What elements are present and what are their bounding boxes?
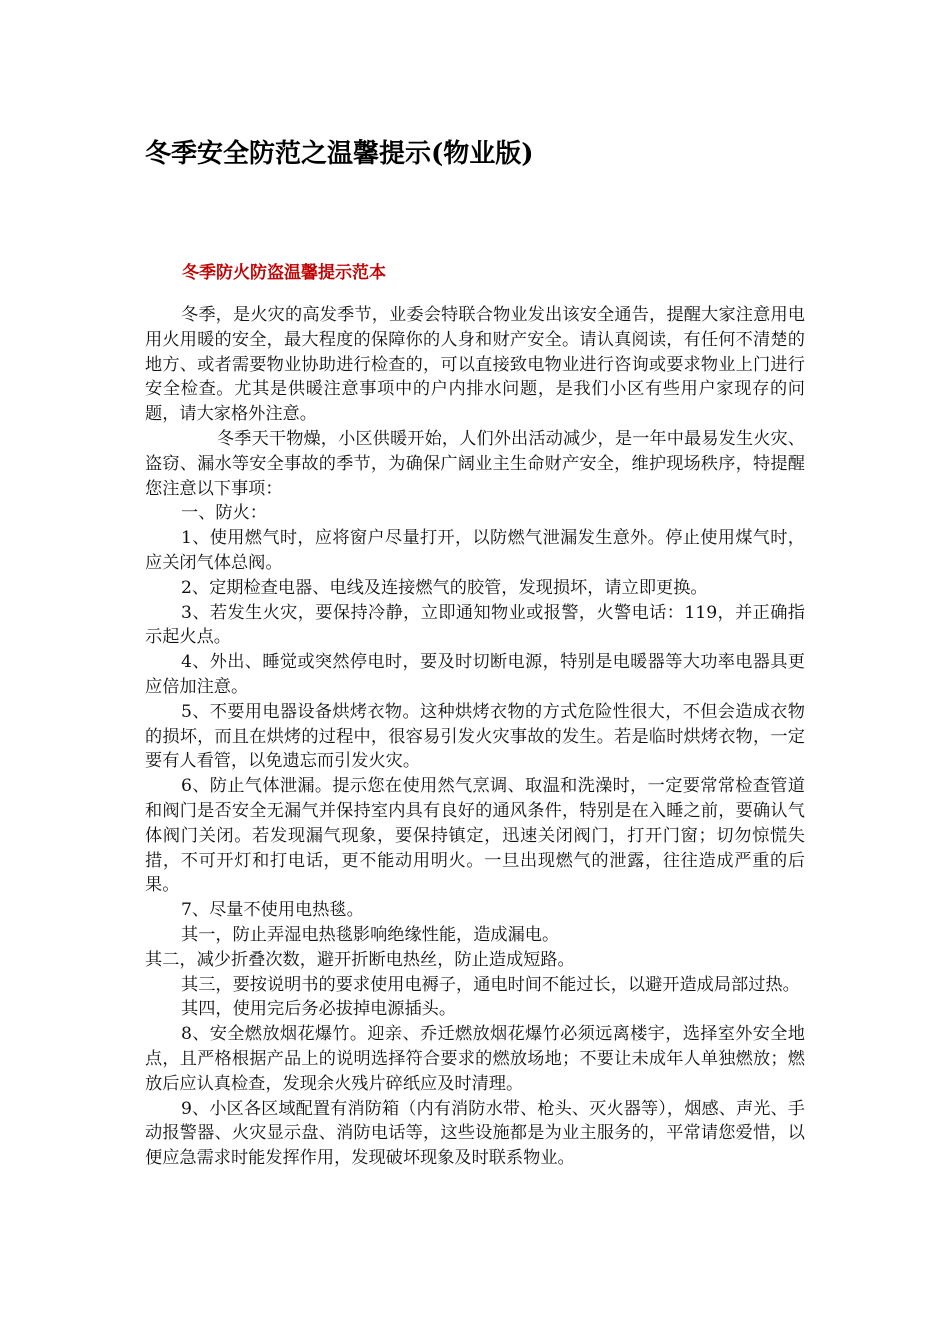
list-item: 1、使用燃气时，应将窗户尽量打开，以防燃气泄漏发生意外。停止使用煤气时，应关闭气体总阀。 — [145, 528, 805, 573]
list-item: 6、防止气体泄漏。提示您在使用然气烹调、取温和洗澡时，一定要常常检查管道和阀门是否安全无漏气并保持室内具有良好的通风条件，特别是在入睡之前，要确认气体阀门关闭。若发现漏气现象，要保持镇定，迅速关闭阀门，打开门窗；切勿惊慌失措，不可开灯和打电话，更不能动用明火。一旦出现燃气的泄露，往往造成严重的后果。 — [145, 776, 805, 896]
section-subtitle: 冬季防火防盗温馨提示范本 — [182, 263, 386, 283]
sub-item: 其二，减少折叠次数，避开折断电热丝，防止造成短路。 — [145, 949, 575, 970]
list-item: 7、尽量不使用电热毯。 — [181, 900, 364, 921]
list-item: 2、定期检查电器、电线及连接燃气的胶管，发现损坏，请立即更换。 — [181, 577, 708, 598]
page-title: 冬季安全防范之温馨提示(物业版) — [145, 139, 534, 169]
sub-item: 其一，防止弄湿电热毯影响绝缘性能，造成漏电。 — [181, 924, 560, 945]
list-item: 5、不要用电器设备烘烤衣物。这种烘烤衣物的方式危险性很大，不但会造成衣物的损坏，而且在烘烤的过程中，很容易引发火灾事故的发生。若是临时烘烤衣物，一定要有人看管，以免遗忘而引发火灾。 — [145, 701, 805, 772]
section-heading-fire: 一、防火： — [181, 503, 267, 524]
paragraph-season: 冬季天干物燥，小区供暖开始，人们外出活动减少，是一年中最易发生火灾、盗窃、漏水等安全事故的季节，为确保广阔业主生命财产安全，维护现场秩序，特提醒您注意以下事项： — [145, 428, 805, 499]
sub-item: 其四，使用完后务必拔掉电源插头。 — [181, 999, 457, 1020]
list-item: 8、安全燃放烟花爆竹。迎亲、乔迁燃放烟花爆竹必须远离楼宇，选择室外安全地点，且严格根据产品上的说明选择符合要求的燃放场地；不要让未成年人单独燃放；燃放后应认真检查，发现余火残片碎纸应及时清理。 — [145, 1024, 805, 1094]
list-item: 3、若发生火灾，要保持冷静，立即通知物业或报警，火警电话：119，并正确指示起火点。 — [145, 602, 805, 648]
list-item: 9、小区各区域配置有消防箱（内有消防水带、枪头、灭火器等），烟感、声光、手动报警器、火灾显示盘、消防电话等，这些设施都是为业主服务的，平常请您爱惜，以便应急需求时能发挥作用，发现破坏现象及时联系物业。 — [145, 1098, 805, 1169]
document-body — [145, 303, 805, 1171]
list-item: 4、外出、睡觉或突然停电时，要及时切断电源，特别是电暖器等大功率电器具更应倍加注意。 — [145, 652, 805, 697]
paragraph-intro: 冬季，是火灾的高发季节，业委会特联合物业发出该安全通告，提醒大家注意用电用火用暖的安全，最大程度的保障你的人身和财产安全。请认真阅读，有任何不清楚的地方、或者需要物业协助进行检查的，可以直接致电物业进行咨询或要求物业上门进行安全检查。尤其是供暖注意事项中的户内排水问题，是我们小区有些用户家现存的问题，请大家格外注意。 — [145, 305, 805, 425]
sub-item: 其三，要按说明书的要求使用电褥子，通电时间不能过长，以避开造成局部过热。 — [181, 974, 800, 995]
